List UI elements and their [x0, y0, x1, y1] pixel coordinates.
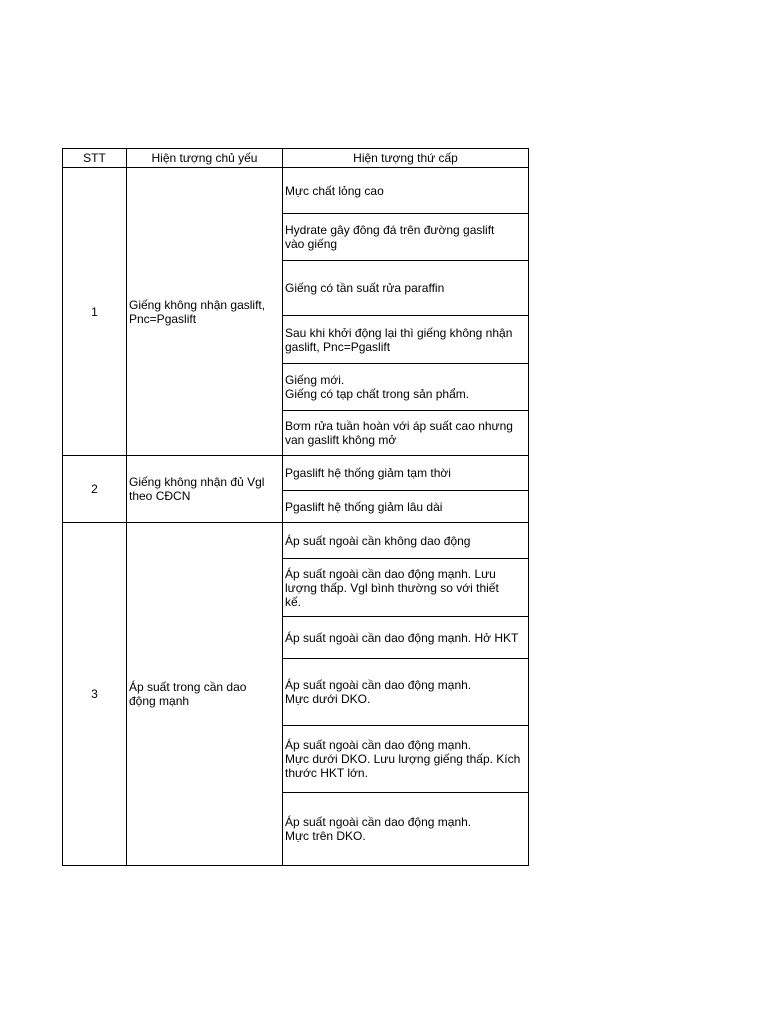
group-1-secondary-1: Mực chất lỏng cao	[283, 168, 529, 214]
phenomena-table	[62, 148, 529, 866]
table-row	[63, 168, 529, 214]
group-2-stt: 2	[63, 456, 127, 523]
group-2-secondary-2: Pgaslift hệ thống giảm lâu dài	[283, 491, 529, 523]
group-1-secondary-4: Sau khi khởi động lại thì giếng không nhận gaslift, Pnc=Pgaslift	[283, 316, 529, 364]
group-3-secondary-1: Áp suất ngoài cần không dao động	[283, 523, 529, 559]
group-1-secondary-6: Bơm rửa tuần hoàn với áp suất cao nhưng van gaslift không mở	[283, 411, 529, 456]
group-3-secondary-2: Áp suất ngoài cần dao động mạnh. Lưu lượng thấp. Vgl bình thường so với thiết kế.	[283, 559, 529, 617]
group-3-secondary-6: Áp suất ngoài cần dao động mạnh. Mực trên DKO.	[283, 793, 529, 866]
header-secondary-phenomenon: Hiện tượng thứ cấp	[283, 149, 529, 168]
group-1-secondary-3: Giếng có tần suất rửa paraffin	[283, 261, 529, 316]
header-row	[63, 149, 529, 168]
group-3-secondary-5: Áp suất ngoài cần dao động mạnh. Mực dưới DKO. Lưu lượng giếng thấp. Kích thước HKT lớn.	[283, 726, 529, 793]
group-1-stt: 1	[63, 168, 127, 456]
group-3-secondary-3: Áp suất ngoài cần dao động mạnh. Hở HKT	[283, 617, 529, 659]
header-primary-phenomenon: Hiện tượng chủ yếu	[127, 149, 283, 168]
group-1-primary: Giếng không nhận gaslift, Pnc=Pgaslift	[127, 168, 283, 456]
table-row	[63, 456, 529, 491]
group-1-secondary-5: Giếng mới. Giếng có tạp chất trong sản phẩm.	[283, 364, 529, 411]
header-stt: STT	[63, 149, 127, 168]
group-1-secondary-2: Hydrate gây đông đá trên đường gaslift vào giếng	[283, 214, 529, 261]
group-3-primary: Áp suất trong cần dao động mạnh	[127, 523, 283, 866]
group-2-secondary-1: Pgaslift hệ thống giảm tạm thời	[283, 456, 529, 491]
table-row	[63, 523, 529, 559]
group-3-secondary-4: Áp suất ngoài cần dao động mạnh. Mực dưới DKO.	[283, 659, 529, 726]
group-2-primary: Giếng không nhận đủ Vgl theo CĐCN	[127, 456, 283, 523]
group-3-stt: 3	[63, 523, 127, 866]
